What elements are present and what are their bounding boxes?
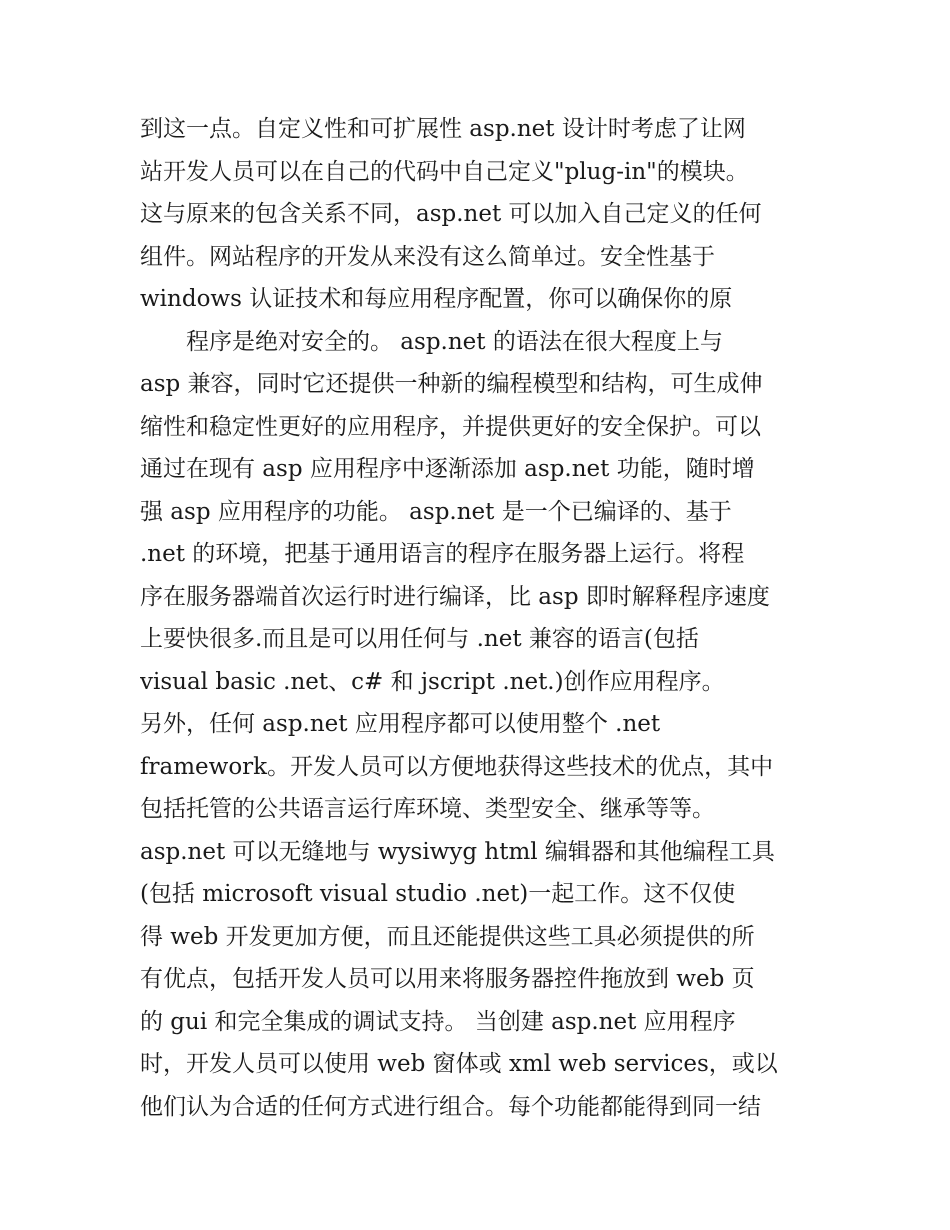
text-line: framework。开发人员可以方便地获得这些技术的优点，其中 [140, 753, 774, 780]
text-line: 到这一点。自定义性和可扩展性 asp.net 设计时考虑了让网 [140, 116, 746, 142]
text-line: 站开发人员可以在自己的代码中自己定义"plug-in"的模块。 [140, 158, 749, 185]
text-line: visual basic .net、c# 和 jscript .net.)创作应用程序。 [140, 668, 725, 695]
text-line: 通过在现有 asp 应用程序中逐渐添加 asp.net 功能，随时增 [140, 456, 755, 482]
text-line: 上要快很多.而且是可以用任何与 .net 兼容的语言(包括 [140, 626, 699, 652]
text-line: 时，开发人员可以使用 web 窗体或 xml web services，或以 [140, 1051, 778, 1077]
text-line: 他们认为合适的任何方式进行组合。每个功能都能得到同一结 [140, 1093, 761, 1120]
text-line: asp 兼容，同时它还提供一种新的编程模型和结构，可生成伸 [140, 371, 763, 397]
text-line: (包括 microsoft visual studio .net)一起工作。这不仅使 [140, 881, 736, 907]
text-line: 缩性和稳定性更好的应用程序，并提供更好的安全保护。可以 [140, 413, 761, 440]
text-line: 另外，任何 asp.net 应用程序都可以使用整个 .net [140, 711, 661, 737]
text-line: 强 asp 应用程序的功能。 asp.net 是一个已编译的、基于 [140, 498, 732, 525]
text-line: 这与原来的包含关系不同，asp.net 可以加入自己定义的任何 [140, 201, 762, 227]
text-line: 有优点，包括开发人员可以用来将服务器控件拖放到 web 页 [140, 966, 755, 992]
text-line: 序在服务器端首次运行时进行编译，比 asp 即时解释程序速度 [140, 583, 770, 610]
text-line: 组件。网站程序的开发从来没有这么简单过。安全性基于 [140, 243, 715, 270]
text-line: .net 的环境，把基于通用语言的程序在服务器上运行。将程 [140, 541, 745, 567]
body-text [140, 108, 820, 1128]
text-line: 包括托管的公共语言运行库环境、类型安全、继承等等。 [140, 796, 715, 822]
text-line: 得 web 开发更加方便，而且还能提供这些工具必须提供的所 [140, 923, 755, 950]
text-line: windows 认证技术和每应用程序配置，你可以确保你的原 [140, 286, 733, 312]
text-line: 程序是绝对安全的。 asp.net 的语法在很大程度上与 [140, 328, 723, 355]
text-line: 的 gui 和完全集成的调试支持。 当创建 asp.net 应用程序 [140, 1008, 736, 1035]
text-line: asp.net 可以无缝地与 wysiwyg html 编辑器和其他编程工具 [140, 838, 775, 865]
